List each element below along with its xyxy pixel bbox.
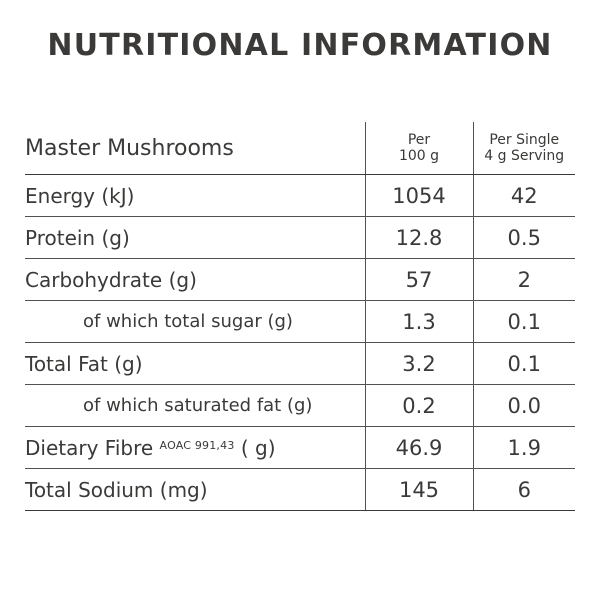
per-serving-line1: Per Single <box>489 131 560 148</box>
row-value-per-serving: 2 <box>473 259 575 301</box>
row-label <box>25 217 365 259</box>
row-label-text: of which saturated fat (g) <box>83 395 313 416</box>
table-row <box>25 427 575 469</box>
table-row <box>25 343 575 385</box>
row-label <box>25 469 365 511</box>
row-label <box>25 301 365 343</box>
row-label <box>25 427 365 469</box>
column-header-per-100g <box>365 122 473 175</box>
table-row <box>25 469 575 511</box>
row-value-per-serving: 0.5 <box>473 217 575 259</box>
table-row <box>25 217 575 259</box>
row-label <box>25 385 365 427</box>
row-label <box>25 259 365 301</box>
row-label <box>25 175 365 217</box>
table-row <box>25 175 575 217</box>
table-row <box>25 259 575 301</box>
table-row <box>25 301 575 343</box>
row-value-per-100g: 1054 <box>365 175 473 217</box>
column-header-per-serving <box>473 122 575 175</box>
row-label-text: Total Fat (g) <box>25 351 143 376</box>
row-value-per-serving: 0.1 <box>473 343 575 385</box>
row-value-per-100g: 1.3 <box>365 301 473 343</box>
product-name: Master Mushrooms <box>25 122 365 175</box>
row-value-per-100g: 46.9 <box>365 427 473 469</box>
row-value-per-serving: 42 <box>473 175 575 217</box>
nutrition-table-wrapper <box>25 122 575 511</box>
row-value-per-100g: 145 <box>365 469 473 511</box>
row-label-text: of which total sugar (g) <box>83 311 293 332</box>
per-100g-line1: Per <box>407 131 431 148</box>
row-label-text: Protein (g) <box>25 225 130 250</box>
per-serving-line2: 4 g Serving <box>484 148 565 164</box>
row-value-per-100g: 3.2 <box>365 343 473 385</box>
nutrition-table <box>25 122 575 511</box>
row-value-per-100g: 12.8 <box>365 217 473 259</box>
row-value-per-serving: 0.1 <box>473 301 575 343</box>
row-value-per-serving: 1.9 <box>473 427 575 469</box>
page-title: NUTRITIONAL INFORMATION <box>47 28 553 63</box>
table-header-row <box>25 122 575 175</box>
row-label-text: Dietary Fibre <box>25 435 160 460</box>
row-label-superscript: AOAC 991,43 <box>159 438 235 452</box>
row-label-text: Carbohydrate (g) <box>25 267 197 292</box>
table-row <box>25 385 575 427</box>
row-value-per-100g: 57 <box>365 259 473 301</box>
row-label-text: Total Sodium (mg) <box>25 477 208 502</box>
row-value-per-100g: 0.2 <box>365 385 473 427</box>
row-value-per-serving: 6 <box>473 469 575 511</box>
row-label-tail: ( g) <box>234 435 276 460</box>
per-100g-line2: 100 g <box>398 148 440 164</box>
row-label <box>25 343 365 385</box>
row-value-per-serving: 0.0 <box>473 385 575 427</box>
row-label-text: Energy (kJ) <box>25 183 135 208</box>
